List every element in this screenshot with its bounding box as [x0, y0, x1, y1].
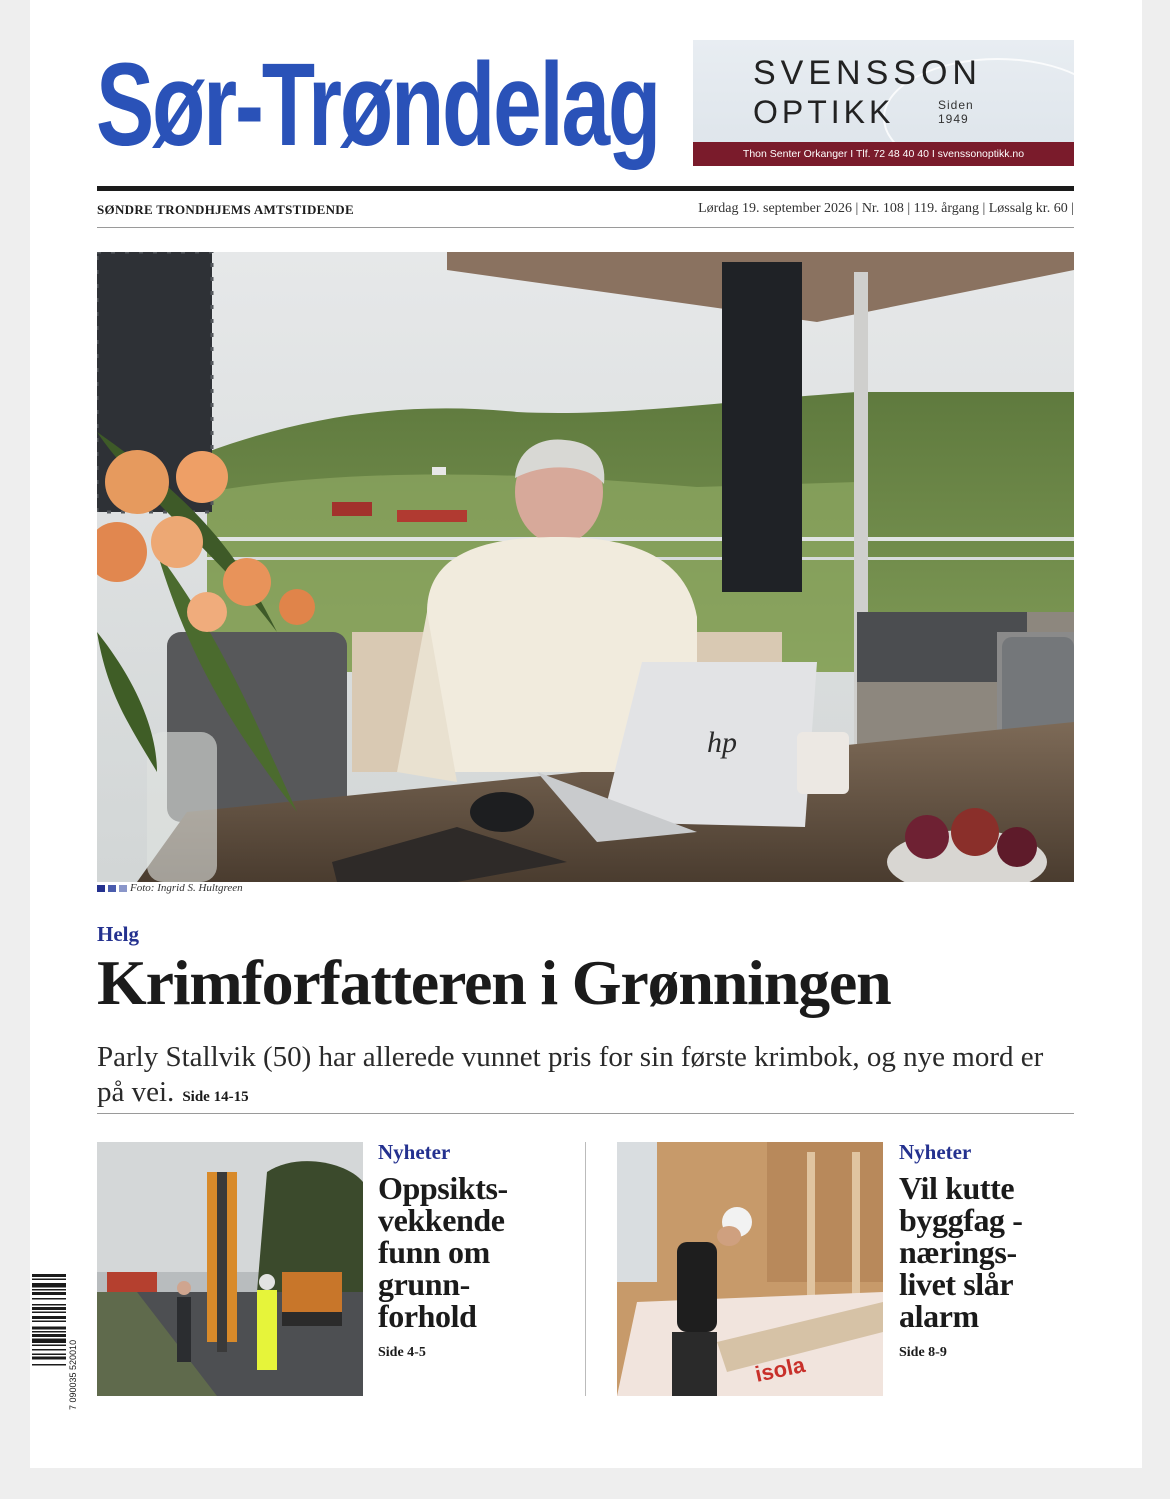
teaser-1-title-line: forhold — [378, 1298, 477, 1334]
barcode-bar — [32, 1349, 66, 1351]
barcode-bar — [32, 1316, 66, 1319]
teaser-1-title[interactable] — [378, 1172, 508, 1332]
teaser-2-kicker[interactable]: Nyheter — [899, 1140, 972, 1164]
teaser-1-title-line: Oppsikts- — [378, 1170, 508, 1206]
credit-marker-icon — [108, 885, 116, 892]
ad-since: Siden 1949 — [938, 98, 974, 126]
ad-brand-line1: SVENSSON — [753, 54, 982, 92]
barcode-bar — [32, 1327, 66, 1330]
barcode-bar — [32, 1334, 66, 1337]
issue-info: Lørdag 19. september 2026 | Nr. 108 | 119. årgang | Løssalg kr. 60 | — [698, 201, 1074, 216]
barcode-bar — [32, 1289, 66, 1291]
barcode-bar — [32, 1345, 66, 1347]
teaser-2-title-line: nærings- — [899, 1234, 1017, 1270]
teaser-1-title-line: funn om — [378, 1234, 490, 1270]
teaser-2-title-line: livet slår — [899, 1266, 1014, 1302]
photo-credit — [97, 882, 243, 894]
barcode-bar — [32, 1364, 66, 1366]
credit-marker-icon — [119, 885, 127, 892]
main-story-page-ref: Side 14-15 — [182, 1089, 249, 1105]
teaser-2-page-ref: Side 8-9 — [899, 1345, 947, 1360]
teaser-1-kicker[interactable]: Nyheter — [378, 1140, 451, 1164]
section-rule — [97, 1113, 1074, 1114]
barcode-number: 7 090035 520010 — [68, 1339, 78, 1410]
newspaper-logo[interactable]: Sør-Trøndelag — [96, 39, 660, 171]
main-story-kicker[interactable]: Helg — [97, 922, 139, 946]
teaser-2-title-line: byggfag - — [899, 1202, 1023, 1238]
barcode-bar — [32, 1279, 66, 1281]
teaser-1-title-line: grunn- — [378, 1266, 470, 1302]
barcode-bar — [32, 1339, 66, 1344]
teaser-2-title-line: alarm — [899, 1298, 979, 1334]
main-story-lede-text: Parly Stallvik (50) har allerede vunnet pris for sin første krimbok, og nye mord er på vei. — [97, 1041, 1044, 1108]
svg-text:isola: isola — [752, 1352, 808, 1387]
ad-contact-bar: Thon Senter Orkanger I Tlf. 72 48 40 40 I svenssonoptikk.no — [693, 142, 1074, 166]
barcode-bar — [32, 1307, 66, 1310]
masthead-rule — [97, 186, 1074, 191]
teaser-2-title-line: Vil kutte — [899, 1170, 1015, 1206]
teaser-2-photo[interactable] — [617, 1142, 883, 1396]
masthead-tagline: SØNDRE TRONDHJEMS AMTSTIDENDE — [97, 202, 354, 217]
teaser-divider — [585, 1142, 586, 1396]
advertisement-banner[interactable] — [693, 40, 1074, 166]
barcode-bar — [32, 1357, 66, 1360]
barcode-bar — [32, 1298, 66, 1300]
barcode — [30, 1272, 78, 1412]
ad-brand-line2: OPTIKK — [753, 94, 895, 130]
barcode-bar — [32, 1321, 66, 1323]
main-story-headline[interactable]: Krimforfatteren i Grønningen — [97, 947, 891, 1018]
barcode-bar — [32, 1274, 66, 1277]
teaser-1-title-line: vekkende — [378, 1202, 505, 1238]
hero-photo[interactable] — [97, 252, 1074, 882]
barcode-bar — [32, 1312, 66, 1314]
subhead-rule — [97, 227, 1074, 228]
barcode-bar — [32, 1283, 66, 1288]
credit-marker-icon — [97, 885, 105, 892]
barcode-bar — [32, 1331, 66, 1333]
photo-credit-text: Foto: Ingrid S. Hultgreen — [130, 882, 243, 894]
teaser-1-photo[interactable] — [97, 1142, 363, 1396]
svg-text:hp: hp — [707, 726, 737, 759]
barcode-bar — [32, 1292, 66, 1295]
barcode-bar — [32, 1304, 66, 1306]
teaser-1-page-ref: Side 4-5 — [378, 1345, 426, 1360]
barcode-bar — [32, 1354, 66, 1356]
teaser-2-title[interactable] — [899, 1172, 1023, 1332]
main-story-lede — [97, 1040, 1074, 1115]
